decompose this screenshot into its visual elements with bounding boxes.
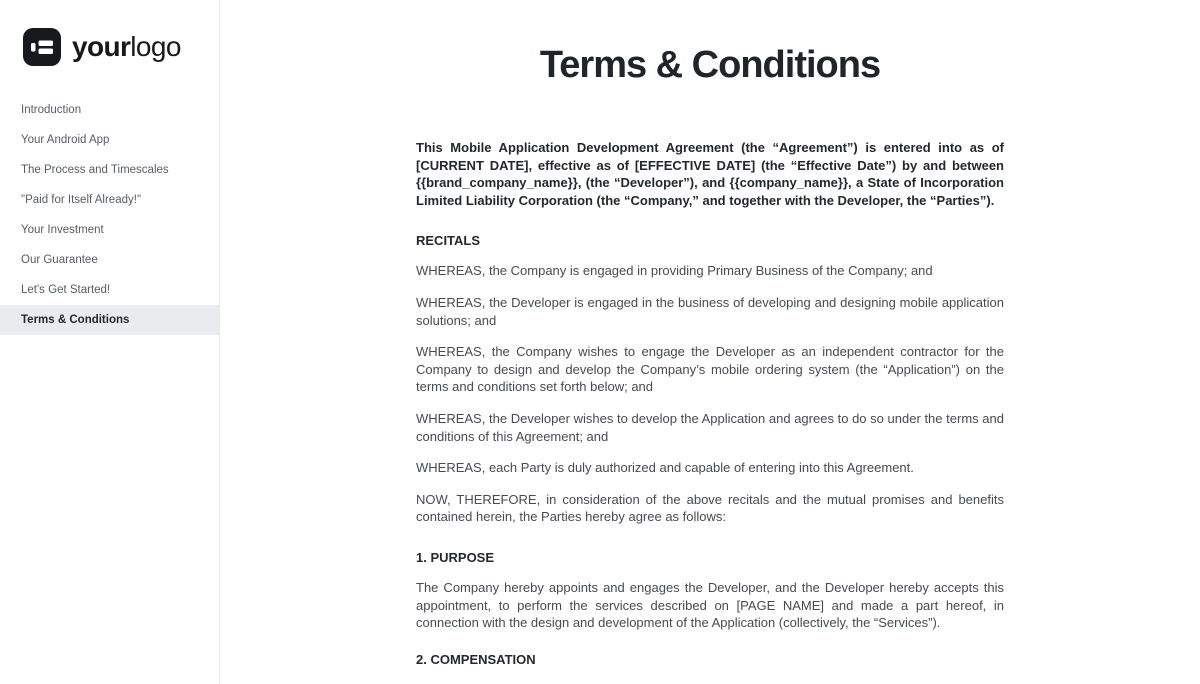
sidebar-item-lets-get-started[interactable]: Let's Get Started! <box>21 284 111 296</box>
sidebar-item-your-android-app[interactable]: Your Android App <box>21 134 110 146</box>
sidebar-nav <box>0 95 219 335</box>
brand-logo <box>0 27 219 67</box>
brand-wordmark <box>72 31 181 63</box>
agreement-intro-paragraph: This Mobile Application Development Agreement (the “Agreement”) is entered into as of [CURRENT DATE], effective as of [EFFECTIVE DATE] (the “Effective Date”) by and between {{brand_company_name}}, (the “Developer”), and {{company_name}}, a State of Incorporation Limited Liability Corporation (the “Company,” and together with the Developer, the “Parties”). <box>416 140 1004 208</box>
brand-word-light: logo <box>130 31 181 62</box>
purpose-paragraph: The Company hereby appoints and engages the Developer, and the Developer hereby accepts this appointment, to perform the services described on [PAGE NAME] and made a part hereof, in connection with the design and development of the Application (collectively, the “Services”). <box>416 579 1004 631</box>
compensation-heading: 2. COMPENSATION <box>416 651 536 667</box>
brand-mark-icon <box>22 27 62 67</box>
recital-paragraph-2: WHEREAS, the Developer is engaged in the business of developing and designing mobile application solutions; and <box>416 294 1004 328</box>
document-title: Terms & Conditions <box>539 44 881 86</box>
recital-paragraph-4: WHEREAS, the Developer wishes to develop the Application and agrees to do so under the terms and conditions of this Agreement; and <box>416 410 1004 444</box>
recital-paragraph-1: WHEREAS, the Company is engaged in providing Primary Business of the Company; and <box>416 263 933 279</box>
sidebar-item-paid-for-itself[interactable]: "Paid for Itself Already!" <box>21 194 142 206</box>
recital-paragraph-5: WHEREAS, each Party is duly authorized and capable of entering into this Agreement. <box>416 460 914 476</box>
recital-paragraph-3: WHEREAS, the Company wishes to engage the Developer as an independent contractor for the Company to design and develop the Company’s mobile ordering system (the “Application”) on the terms and conditions set forth below; and <box>416 344 1004 395</box>
document-page <box>416 44 1004 667</box>
sidebar <box>0 0 220 684</box>
sidebar-item-process-and-timescales[interactable]: The Process and Timescales <box>21 164 169 176</box>
document-scroll-area[interactable] <box>220 0 1200 684</box>
sidebar-item-your-investment[interactable]: Your Investment <box>21 224 104 236</box>
sidebar-item-our-guarantee[interactable]: Our Guarantee <box>21 254 98 266</box>
recitals-heading: RECITALS <box>416 233 481 249</box>
sidebar-item-introduction[interactable]: Introduction <box>21 104 82 116</box>
sidebar-item-terms-and-conditions[interactable]: Terms & Conditions <box>0 305 219 335</box>
purpose-heading: 1. PURPOSE <box>416 549 495 565</box>
recital-paragraph-6: NOW, THEREFORE, in consideration of the above recitals and the mutual promises and benefits contained herein, the Parties hereby agree as follows: <box>416 491 1004 525</box>
brand-word-bold: your <box>72 31 131 62</box>
